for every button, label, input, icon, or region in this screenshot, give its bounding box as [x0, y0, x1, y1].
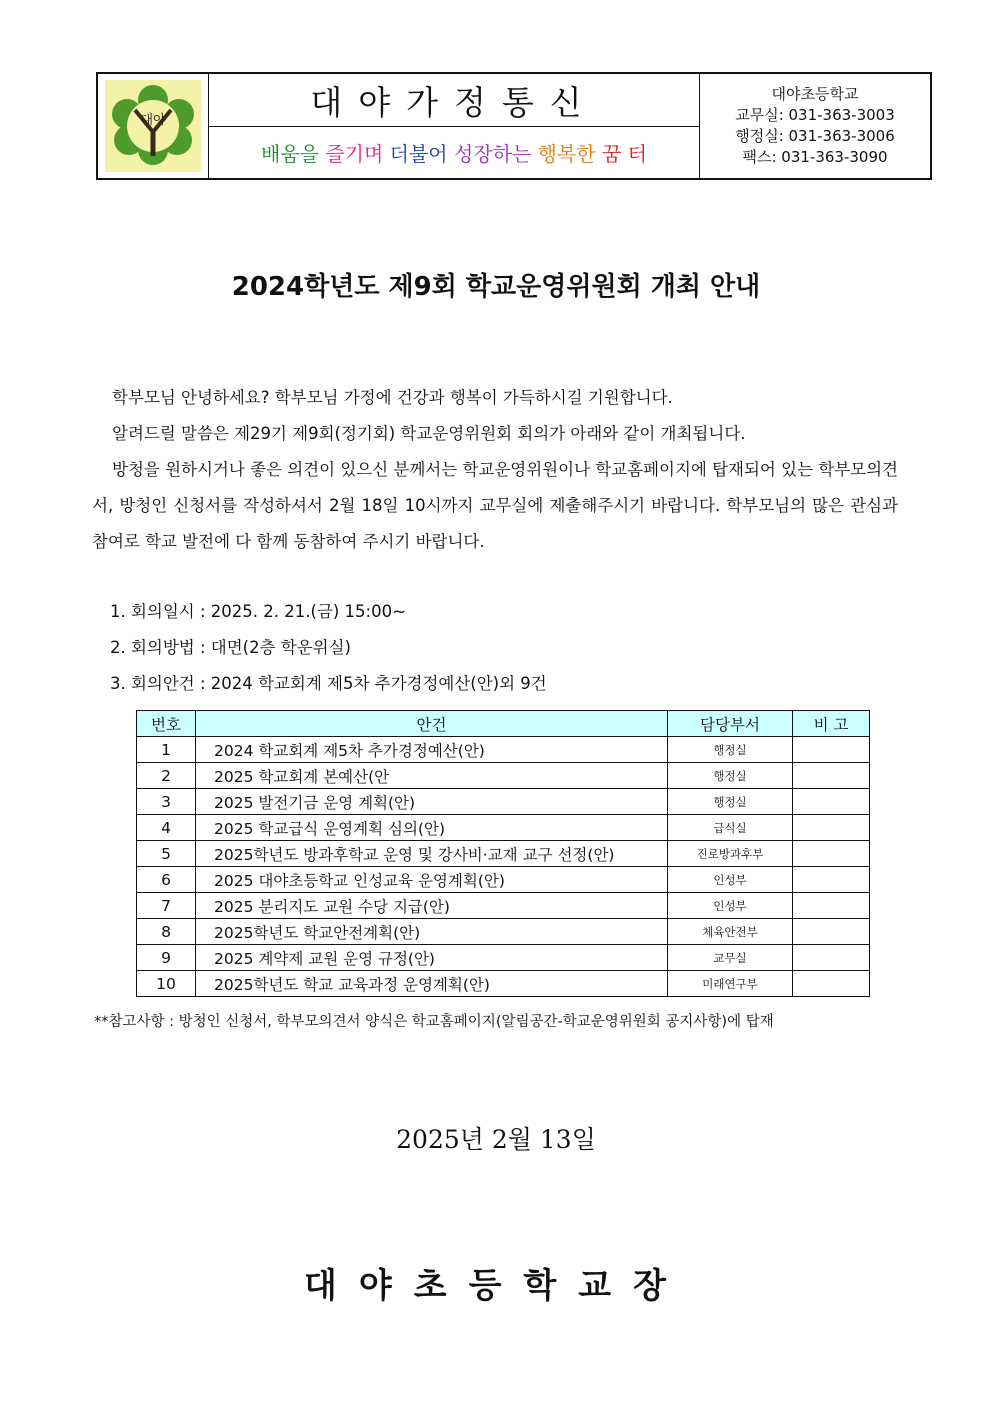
- row-note: [793, 737, 870, 763]
- row-agenda: 2025 학교급식 운영계획 심의(안): [196, 815, 668, 841]
- slogan-word: 꿈 터: [601, 142, 647, 166]
- row-number: 3: [137, 789, 196, 815]
- table-row: [137, 737, 870, 763]
- body-text: [92, 380, 898, 560]
- notice-paragraph: 알려드릴 말씀은 제29기 제9회(정기회) 학교운영위원회 회의가 아래와 같이 개최됩니다.: [112, 424, 746, 443]
- table-row: [137, 893, 870, 919]
- request-paragraph: 방청을 원하시거나 좋은 의견이 있으신 분께서는 학교운영위원이나 학교홈페이지에 탑재되어 있는 학부모의견서, 방청인 신청서를 작성하셔서 2월 18일 10시까지 교무실에 제출해주시기 바랍니다. 학부모님의 많은 관심과 참여로 학교 발전에 다 함께 동참하여 주시기 바랍니다.: [92, 460, 898, 551]
- row-number: 2: [137, 763, 196, 789]
- row-number: 4: [137, 815, 196, 841]
- table-row: [137, 971, 870, 997]
- greeting-paragraph: 학부모님 안녕하세요? 학부모님 가정에 건강과 행복이 가득하시길 기원합니다.: [112, 388, 673, 407]
- row-note: [793, 945, 870, 971]
- row-agenda: 2025 분리지도 교원 수당 지급(안): [196, 893, 668, 919]
- row-note: [793, 763, 870, 789]
- row-number: 6: [137, 867, 196, 893]
- row-agenda: 2025학년도 방과후학교 운영 및 강사비·교재 교구 선정(안): [196, 841, 668, 867]
- row-number: 9: [137, 945, 196, 971]
- slogan-word: 배움을: [261, 142, 326, 166]
- logo-cell: [98, 74, 209, 178]
- row-agenda: 2025 학교회계 본예산(안: [196, 763, 668, 789]
- row-number: 1: [137, 737, 196, 763]
- newsletter-header: [96, 72, 932, 180]
- agenda-table: [136, 710, 870, 997]
- row-number: 10: [137, 971, 196, 997]
- contact-info: [700, 74, 930, 178]
- reference-note: **참고사항 : 방청인 신청서, 학부모의견서 양식은 학교홈페이지(알림공간-학교운영위원회 공지사항)에 탑재: [94, 1014, 774, 1030]
- fax-number: 팩스: 031-363-3090: [742, 148, 888, 166]
- header-number: 번호: [137, 711, 196, 737]
- row-department: 진로방과후부: [668, 841, 793, 867]
- row-note: [793, 893, 870, 919]
- slogan-word: 성장하는: [454, 142, 538, 166]
- meeting-agenda: 3. 회의안건 : 2024 학교회계 제5차 추가경정예산(안)외 9건: [110, 674, 547, 693]
- row-department: 행정실: [668, 763, 793, 789]
- meeting-date: 1. 회의일시 : 2025. 2. 21.(금) 15:00~: [110, 602, 406, 621]
- table-row: [137, 919, 870, 945]
- row-number: 7: [137, 893, 196, 919]
- slogan-word: 행복한: [537, 142, 602, 166]
- principal-signature: 대야초등학교장: [304, 1266, 688, 1306]
- row-note: [793, 815, 870, 841]
- newsletter-title: 대야가정통신: [209, 74, 699, 127]
- row-number: 8: [137, 919, 196, 945]
- row-note: [793, 789, 870, 815]
- row-department: 행정실: [668, 737, 793, 763]
- slogan-word: 즐기며: [325, 142, 390, 166]
- row-note: [793, 919, 870, 945]
- document-title: 2024학년도 제9회 학교운영위원회 개최 안내: [231, 272, 761, 302]
- meeting-method: 2. 회의방법 : 대면(2층 학운위실): [110, 638, 351, 657]
- table-row: [137, 945, 870, 971]
- row-agenda: 2025 발전기금 운영 계획(안): [196, 789, 668, 815]
- slogan-word: 더불어: [389, 142, 454, 166]
- row-agenda: 2025학년도 학교안전계획(안): [196, 919, 668, 945]
- row-note: [793, 841, 870, 867]
- row-department: 인성부: [668, 867, 793, 893]
- table-row: [137, 763, 870, 789]
- phone-admin: 행정실: 031-363-3006: [735, 127, 895, 145]
- row-department: 행정실: [668, 789, 793, 815]
- row-department: 교무실: [668, 945, 793, 971]
- table-row: [137, 841, 870, 867]
- meeting-details: [110, 594, 547, 702]
- table-header-row: [137, 711, 870, 737]
- row-agenda: 2025 계약제 교원 운영 규정(안): [196, 945, 668, 971]
- row-agenda: 2025 대야초등학교 인성교육 운영계획(안): [196, 867, 668, 893]
- title-cell: [209, 74, 700, 178]
- row-note: [793, 867, 870, 893]
- school-emblem-icon: [105, 80, 201, 172]
- row-department: 급식실: [668, 815, 793, 841]
- school-slogan: [209, 127, 699, 178]
- table-row: [137, 867, 870, 893]
- row-number: 5: [137, 841, 196, 867]
- header-department: 담당부서: [668, 711, 793, 737]
- phone-office: 교무실: 031-363-3003: [735, 106, 895, 124]
- logo-text: 대야: [140, 113, 166, 128]
- row-department: 체육안전부: [668, 919, 793, 945]
- issue-date: 2025년 2월 13일: [396, 1125, 596, 1154]
- row-note: [793, 971, 870, 997]
- row-agenda: 2025학년도 학교 교육과정 운영계획(안): [196, 971, 668, 997]
- table-row: [137, 815, 870, 841]
- header-agenda: 안건: [196, 711, 668, 737]
- row-department: 미래연구부: [668, 971, 793, 997]
- school-name: 대야초등학교: [771, 85, 859, 103]
- table-row: [137, 789, 870, 815]
- header-note: 비 고: [793, 711, 870, 737]
- row-agenda: 2024 학교회계 제5차 추가경정예산(안): [196, 737, 668, 763]
- row-department: 인성부: [668, 893, 793, 919]
